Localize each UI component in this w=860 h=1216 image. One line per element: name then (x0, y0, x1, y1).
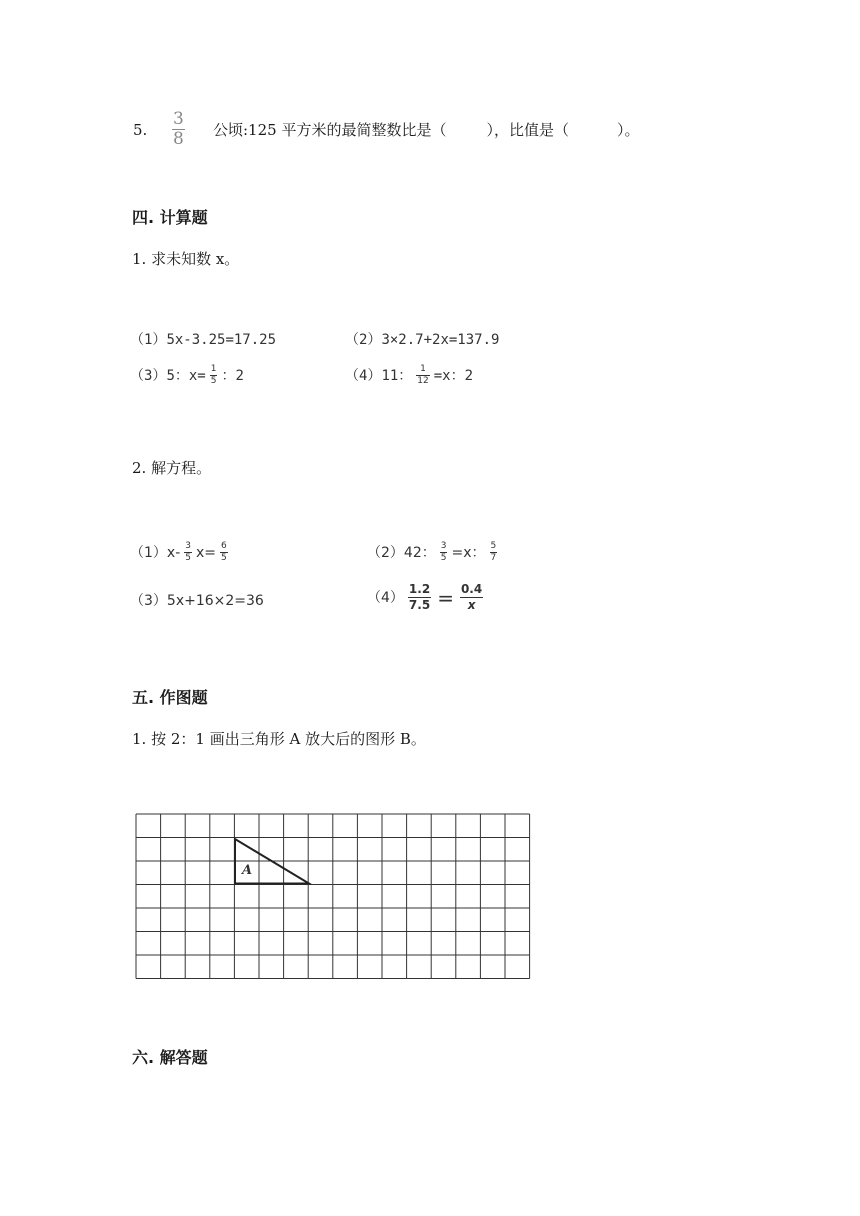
p2-item-4-mid: = (437, 585, 454, 610)
q5-number: 5. (133, 121, 148, 139)
p2-item-3-label: （3） (130, 593, 167, 609)
section5-p1-title: 1. 按 2：1 画出三角形 A 放大后的图形 B。 (132, 730, 426, 748)
p1-item-3-num: 1 (210, 364, 217, 374)
p1-item-3-post: ：2 (221, 367, 244, 384)
p2-item-2-label: （2） (367, 544, 404, 561)
q5-fraction-numerator: 3 (173, 109, 184, 129)
p2-item-1-num2: 6 (221, 541, 227, 551)
q5-text-b: ），比值是（ (486, 121, 569, 139)
p2-item-3-expr: 5x+16×2=36 (166, 593, 264, 609)
section4-p1-title: 1. 求未知数 x。 (132, 250, 240, 268)
p2-item-2-pre: 42： (403, 544, 436, 561)
p2-item-2-den: 5 (440, 553, 447, 563)
p2-item-2-num2: 5 (490, 541, 497, 551)
q5-fraction-denominator: 8 (173, 129, 184, 149)
p1-item-3-pre: 5：x= (166, 367, 206, 384)
p1-item-3-label: （3） (130, 367, 167, 384)
p2-item-2-mid: =x： (451, 544, 486, 561)
p2-item-2-den2: 7 (490, 553, 497, 563)
section5-title: 五. 作图题 (132, 688, 208, 707)
section4-p2-title: 2. 解方程。 (132, 459, 212, 477)
q5-fraction (168, 110, 189, 149)
p2-item-1-num: 3 (185, 541, 191, 551)
p1-item-4-post: =x：2 (433, 367, 474, 384)
p2-item-1-den: 5 (185, 553, 191, 563)
p2-item-2 (367, 541, 501, 564)
drawing-grid (130, 808, 535, 985)
q5-text (213, 120, 640, 140)
p2-item-4-num2: 0.4 (460, 582, 483, 596)
p1-item-4-pre: 11： (381, 367, 413, 384)
p2-item-1-label: （1） (130, 544, 167, 561)
p1-item-3-den: 5 (210, 376, 217, 386)
p2-item-1-mid: x= (196, 544, 217, 561)
p2-item-2-num: 3 (440, 541, 447, 551)
triangle-a-label: A (242, 863, 253, 878)
q5-text-c: ）。 (616, 121, 640, 139)
p1-item-2 (345, 330, 499, 350)
p2-item-4 (367, 582, 487, 613)
p2-item-3 (130, 591, 264, 611)
p1-item-3 (130, 364, 244, 387)
p1-item-1-expr: 5x-3.25=17.25 (166, 332, 277, 348)
section6-title: 六. 解答题 (132, 1048, 208, 1067)
p1-item-4-label: （4） (345, 367, 382, 384)
p1-item-2-expr: 3×2.7+2x=137.9 (381, 332, 500, 348)
p2-item-4-num: 1.2 (408, 582, 431, 596)
p1-item-1-label: （1） (130, 332, 167, 348)
p1-item-4-den: 12 (417, 376, 429, 386)
p1-item-1 (130, 330, 276, 350)
p1-item-4-num: 1 (420, 364, 426, 374)
section4-title: 四. 计算题 (132, 208, 208, 227)
p2-item-1 (130, 541, 232, 564)
q5-text-a: 公顷:125 平方米的最简整数比是（ (213, 121, 447, 139)
p2-item-1-den2: 5 (221, 553, 227, 563)
p2-item-1-pre: x- (166, 544, 181, 561)
p2-item-4-den2: x (467, 598, 476, 612)
p2-item-4-label: （4） (367, 589, 404, 606)
p2-item-4-den: 7.5 (408, 598, 431, 612)
p1-item-4 (345, 364, 473, 387)
p1-item-2-label: （2） (345, 332, 382, 348)
